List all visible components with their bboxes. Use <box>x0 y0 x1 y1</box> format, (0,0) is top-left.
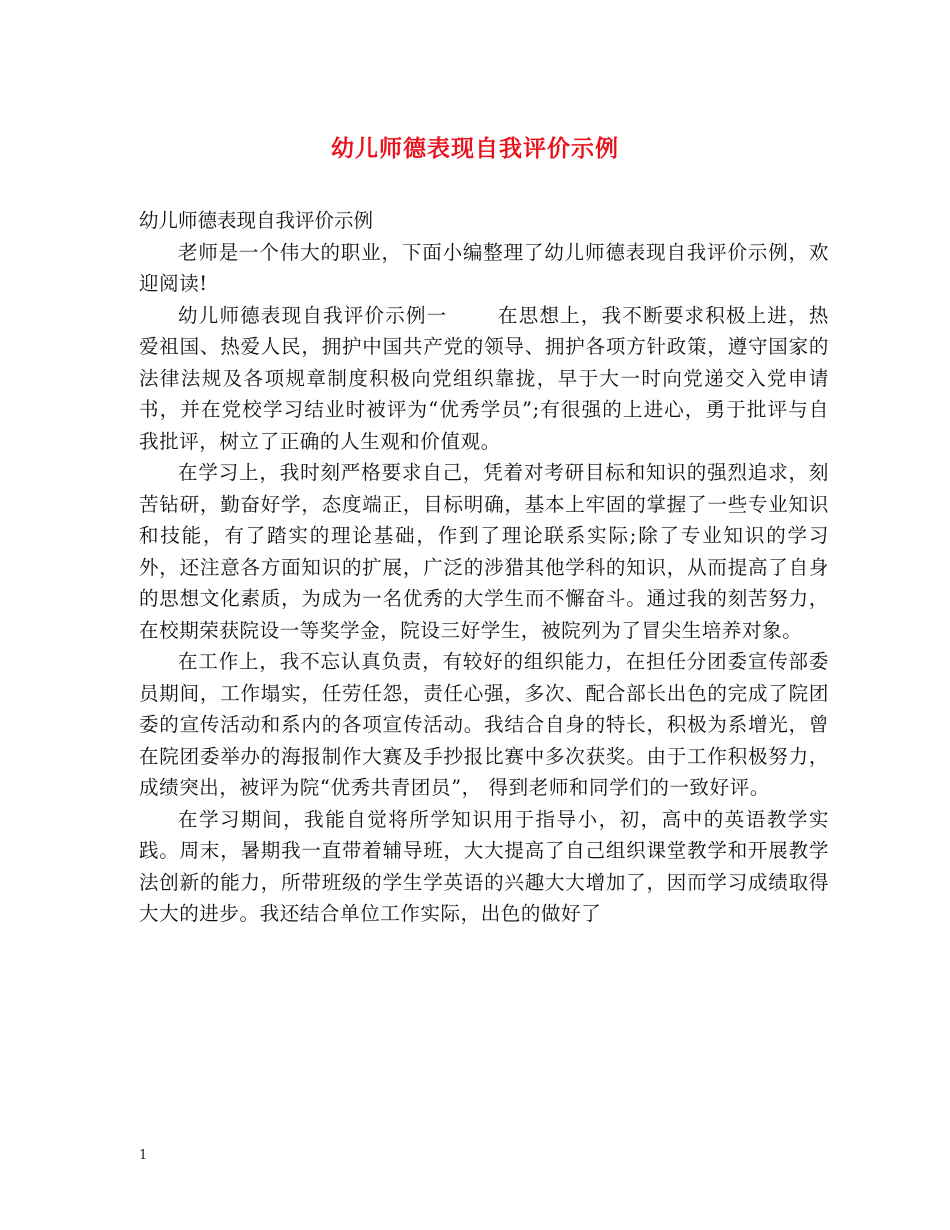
section-heading: 幼儿师德表现自我评价示例一 <box>178 303 448 327</box>
document-title: 幼儿师德表现自我评价示例 <box>331 135 619 162</box>
paragraph-study: 在学习上，我时刻严格要求自己，凭着对考研目标和知识的强烈追求，刻苦钻研，勤奋好学，态度端正，目标明确，基本上牢固的掌握了一些专业知识和技能，有了踏实的理论基础，作到了理论联系实际;除了专业知识的学习外，还注意各方面知识的扩展，广泛的涉猎其他学科的知识，从而提高了自身的思想文化素质，为成为一名优秀的大学生而不懈奋斗。通过我的刻苦努力，在校期荣获院设一等奖学金，院设三好学生，被院列为了冒尖生培养对象。 <box>139 461 829 642</box>
intro-paragraph: 老师是一个伟大的职业，下面小编整理了幼儿师德表现自我评价示例，欢迎阅读! <box>139 240 829 295</box>
document-subtitle: 幼儿师德表现自我评价示例 <box>139 209 374 232</box>
paragraph-work: 在工作上，我不忘认真负责，有较好的组织能力，在担任分团委宣传部委员期间，工作塌实，任劳任怨，责任心强，多次、配合部长出色的完成了院团委的宣传活动和系内的各项宣传活动。我结合自身的特长，积极为系增光，曾在院团委举办的海报制作大赛及手抄报比赛中多次获奖。由于工作积极努力，成绩突出，被评为院“优秀共青团员”， 得到老师和同学们的一致好评。 <box>139 650 829 799</box>
example-one-paragraph <box>139 300 829 458</box>
document-body <box>139 205 829 930</box>
page-number: 1 <box>139 1148 148 1163</box>
paragraph-thought: 在思想上，我不断要求积极上进，热爱祖国、热爱人民，拥护中国共产党的领导、拥护各项方针政策，遵守国家的法律法规及各项规章制度积极向党组织靠拢，早于大一时向党递交入党申请书，并在党校学习结业时被评为“优秀学员”;有很强的上进心，勇于批评与自我批评，树立了正确的人生观和价值观。 <box>139 303 829 453</box>
paragraph-teaching-practice: 在学习期间，我能自觉将所学知识用于指导小，初，高中的英语教学实践。周末，暑期我一直带着辅导班，大大提高了自己组织课堂教学和开展教学法创新的能力，所带班级的学生学英语的兴趣大大增加了，因而学习成绩取得大大的进步。我还结合单位工作实际，出色的做好了 <box>139 807 829 925</box>
